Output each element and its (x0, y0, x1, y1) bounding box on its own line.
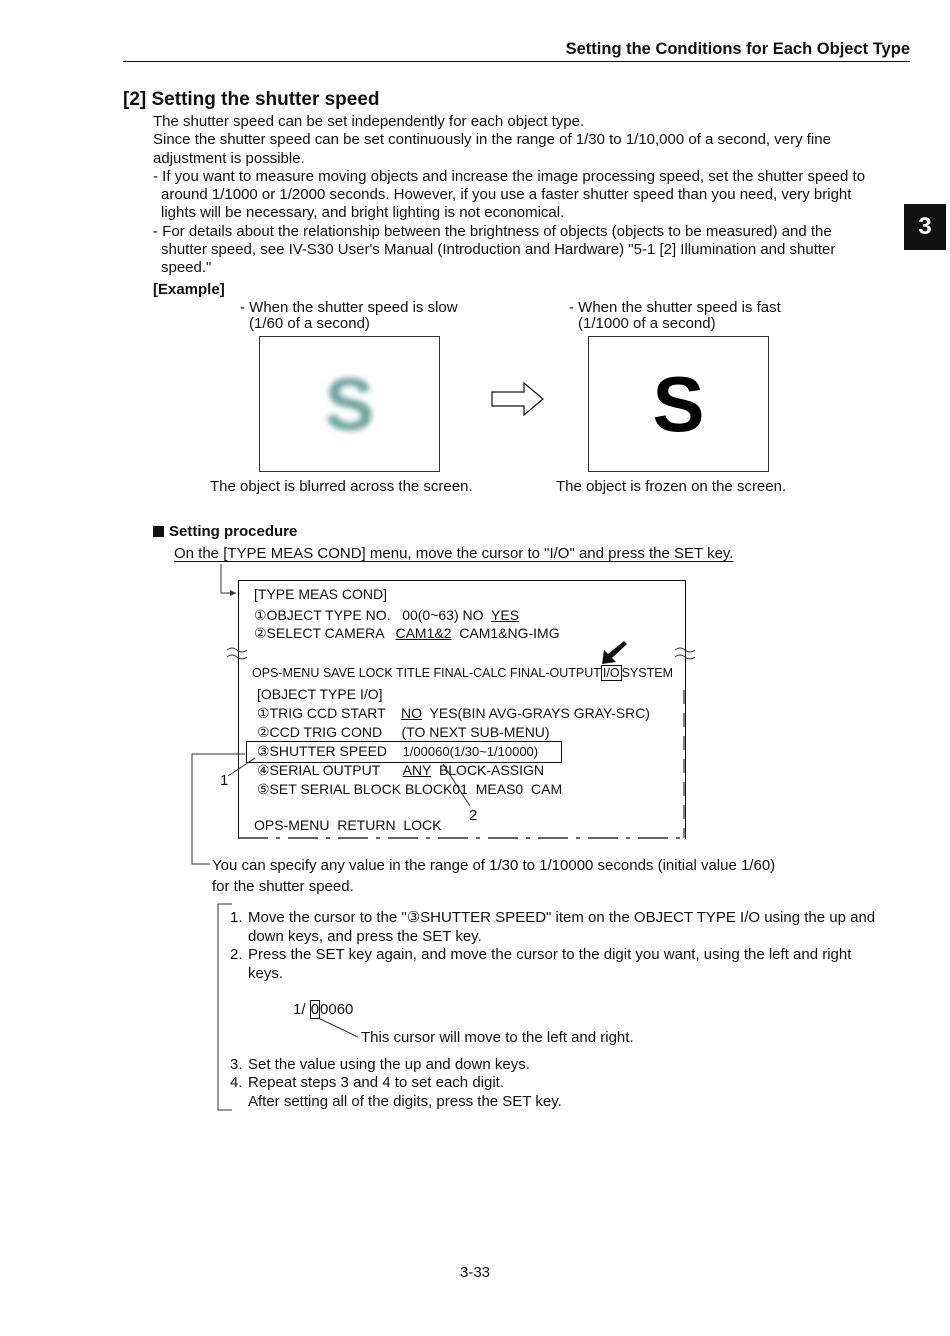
step-text: Repeat steps 3 and 4 to set each digit. (248, 1074, 505, 1091)
slow-subtitle: (1/60 of a second) (249, 315, 370, 332)
fast-title: - When the shutter speed is fast (569, 299, 781, 316)
callout-2: 2 (469, 807, 478, 824)
note-line-2: for the shutter speed. (212, 878, 354, 895)
pointer-arrow-icon (598, 638, 628, 668)
row-cam-other: CAM1&NG-IMG (459, 625, 560, 641)
row-any: ANY (402, 762, 432, 778)
step-3 (230, 1056, 890, 1075)
screen-title-type-meas: [TYPE MEAS COND] (254, 586, 388, 602)
row-options: BLOCK01 MEAS0 CAM (404, 781, 563, 797)
row-label: ⑤SET SERIAL BLOCK (257, 781, 402, 797)
screen-title-object-io: [OBJECT TYPE I/O] (257, 686, 383, 702)
row-yes: YES (491, 607, 520, 623)
screen-row-serial-block (257, 781, 562, 798)
row-no: NO (401, 705, 423, 721)
step-text: Move the cursor to the "③SHUTTER SPEED" item on the OBJECT TYPE I/O using the up and down keys, and press the SET key. (248, 909, 876, 945)
step-num: 4. (230, 1074, 243, 1091)
menu-io-selected: I/O (602, 666, 620, 680)
cursor-example (293, 1001, 353, 1018)
step-4 (230, 1074, 890, 1111)
bullet-1: - If you want to measure moving objects and increase the image processing speed, set the shutter speed to around 1/1000 or 1/2000 seconds. However, if you use a faster shutter speed than you need, very bright lights will be necessary, and bright lighting is not economical. (153, 167, 866, 222)
sharp-letter: S (652, 359, 705, 448)
bullet-2: - For details about the relationship between the brightness of objects (objects to be measured) and the shutter speed, see IV-S30 User's Manual (Introduction and Hardware) "5-1 [2] Illumination and shutter speed." (153, 222, 836, 277)
screen-row-ccd-trig (257, 724, 550, 741)
step-num: 2. (230, 946, 243, 963)
screen-row-object-type (254, 607, 519, 624)
cursor-digit: 0 (310, 1001, 320, 1018)
menu-system: SYSTEM (621, 666, 673, 680)
example-label: [Example] (153, 281, 225, 298)
screen-row-trig (257, 705, 650, 722)
row-options: BLOCK-ASSIGN (438, 762, 544, 778)
row-label: ②SELECT CAMERA (254, 625, 384, 641)
slow-title: - When the shutter speed is slow (240, 299, 458, 316)
page-number: 3-33 (459, 1264, 491, 1281)
procedure-heading-text: Setting procedure (169, 523, 298, 540)
row-label: ②CCD TRIG COND (257, 724, 383, 740)
step-1 (230, 909, 890, 946)
row-label: ①OBJECT TYPE NO. (254, 607, 391, 623)
row-shutter-value: 1/00060(1/30~1/10000) (402, 744, 539, 759)
screen-row-select-camera (254, 625, 560, 642)
row-label: ④SERIAL OUTPUT (257, 762, 381, 778)
step-text-continued: After setting all of the digits, press the SET key. (248, 1092, 562, 1110)
slow-caption: The object is blurred across the screen. (210, 478, 473, 495)
step-text: Press the SET key again, and move the cursor to the digit you want, using the left and right keys. (248, 946, 852, 982)
row-options: YES(BIN AVG-GRAYS GRAY-SRC) (429, 705, 650, 721)
step-2 (230, 946, 890, 983)
para-2: Since the shutter speed can be set continuously in the range of 1/30 to 1/10,000 of a second, very fine adjustment is possible. (153, 131, 831, 167)
row-value: 00(0~63) NO (402, 607, 484, 623)
row-label: ③SHUTTER SPEED (257, 743, 388, 759)
screen-row-serial (257, 762, 544, 779)
step-num: 1. (230, 909, 243, 926)
screen-footer: OPS-MENU RETURN LOCK (254, 817, 442, 833)
callout-1: 1 (220, 772, 229, 789)
fast-subtitle: (1/1000 of a second) (578, 315, 716, 332)
cursor-note: This cursor will move to the left and right. (361, 1029, 634, 1046)
step-text: Set the value using the up and down keys. (248, 1056, 530, 1073)
procedure-intro: On the [TYPE MEAS COND] menu, move the cursor to "I/O" and press the SET key. (174, 545, 734, 562)
row-options: (TO NEXT SUB-MENU) (401, 724, 550, 740)
cursor-prefix: 1/ (293, 1001, 306, 1018)
blurred-letter: S (324, 362, 375, 446)
chapter-tab: 3 (904, 204, 946, 250)
step-num: 3. (230, 1056, 243, 1073)
screen-row-shutter (257, 743, 538, 760)
para-1: The shutter speed can be set independently for each object type. (153, 113, 585, 130)
row-cam-selected: CAM1&2 (395, 625, 452, 641)
cursor-rest: 0060 (320, 1001, 354, 1018)
section-title: [2] Setting the shutter speed (123, 89, 380, 110)
page-header-title: Setting the Conditions for Each Object Type (565, 40, 910, 58)
screen-menu-bar (252, 666, 673, 680)
note-line-1: You can specify any value in the range of 1/30 to 1/10000 seconds (initial value 1/60) (212, 857, 776, 874)
menu-items: OPS-MENU SAVE LOCK TITLE FINAL-CALC FINAL-OUTPUT (252, 666, 601, 680)
fast-caption: The object is frozen on the screen. (556, 478, 787, 495)
row-label: ①TRIG CCD START (257, 705, 386, 721)
